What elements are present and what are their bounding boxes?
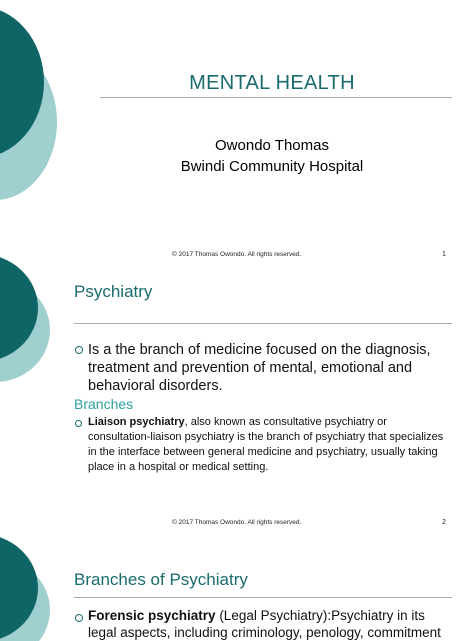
slide-3-title-rule bbox=[74, 597, 452, 598]
slide-3-decoration bbox=[0, 540, 70, 632]
bullet-ring-icon bbox=[75, 614, 83, 622]
psychiatry-definition: Is a the branch of medicine focused on the diagnosis, treatment and prevention of mental, emotional and behavioral disorders. bbox=[88, 342, 431, 394]
bullet-ring-icon bbox=[75, 420, 82, 427]
slide-1-decoration bbox=[0, 0, 70, 268]
slide-2-decoration bbox=[0, 268, 70, 540]
slide-1-title-rule bbox=[100, 97, 452, 98]
liaison-psychiatry-item bbox=[88, 415, 452, 475]
slide-2 bbox=[0, 268, 474, 540]
author-name: Owondo Thomas bbox=[215, 137, 329, 154]
author-block bbox=[100, 135, 444, 177]
slide-3 bbox=[0, 540, 474, 640]
forensic-psychiatry-item bbox=[88, 607, 450, 641]
slide-1-page-number: 1 bbox=[442, 251, 446, 258]
bullet-ring-icon bbox=[75, 346, 83, 354]
slide-1 bbox=[0, 0, 474, 268]
liaison-psychiatry-term: Liaison psychiatry bbox=[88, 416, 185, 428]
forensic-psychiatry-term: Forensic psychiatry bbox=[88, 608, 216, 623]
organization-name: Bwindi Community Hospital bbox=[180, 158, 364, 175]
branches-subheading: Branches bbox=[74, 396, 134, 412]
slide-2-title: Psychiatry bbox=[74, 282, 153, 301]
slide-1-footer: © 2017 Thomas Owondo. All rights reserved. bbox=[172, 251, 302, 258]
slide-2-footer: © 2017 Thomas Owondo. All rights reserved. bbox=[172, 519, 302, 526]
slide-1-title: MENTAL HEALTH bbox=[189, 72, 355, 94]
liaison-psychiatry-text: , also known as consultative psychiatry or consultation-liaison psychiatry is the branch of psychiatry that specializes in the interface between general medicine and psychiatry, usually taking place in a hospital or medical setting. bbox=[88, 416, 444, 473]
forensic-psychiatry-text: (Legal Psychiatry):Psychiatry in its legal aspects, including criminology, penology, commitment bbox=[88, 608, 441, 640]
slide-3-title: Branches of Psychiatry bbox=[74, 570, 248, 589]
slide-2-page-number: 2 bbox=[442, 519, 446, 526]
slide-2-title-rule bbox=[74, 323, 452, 324]
